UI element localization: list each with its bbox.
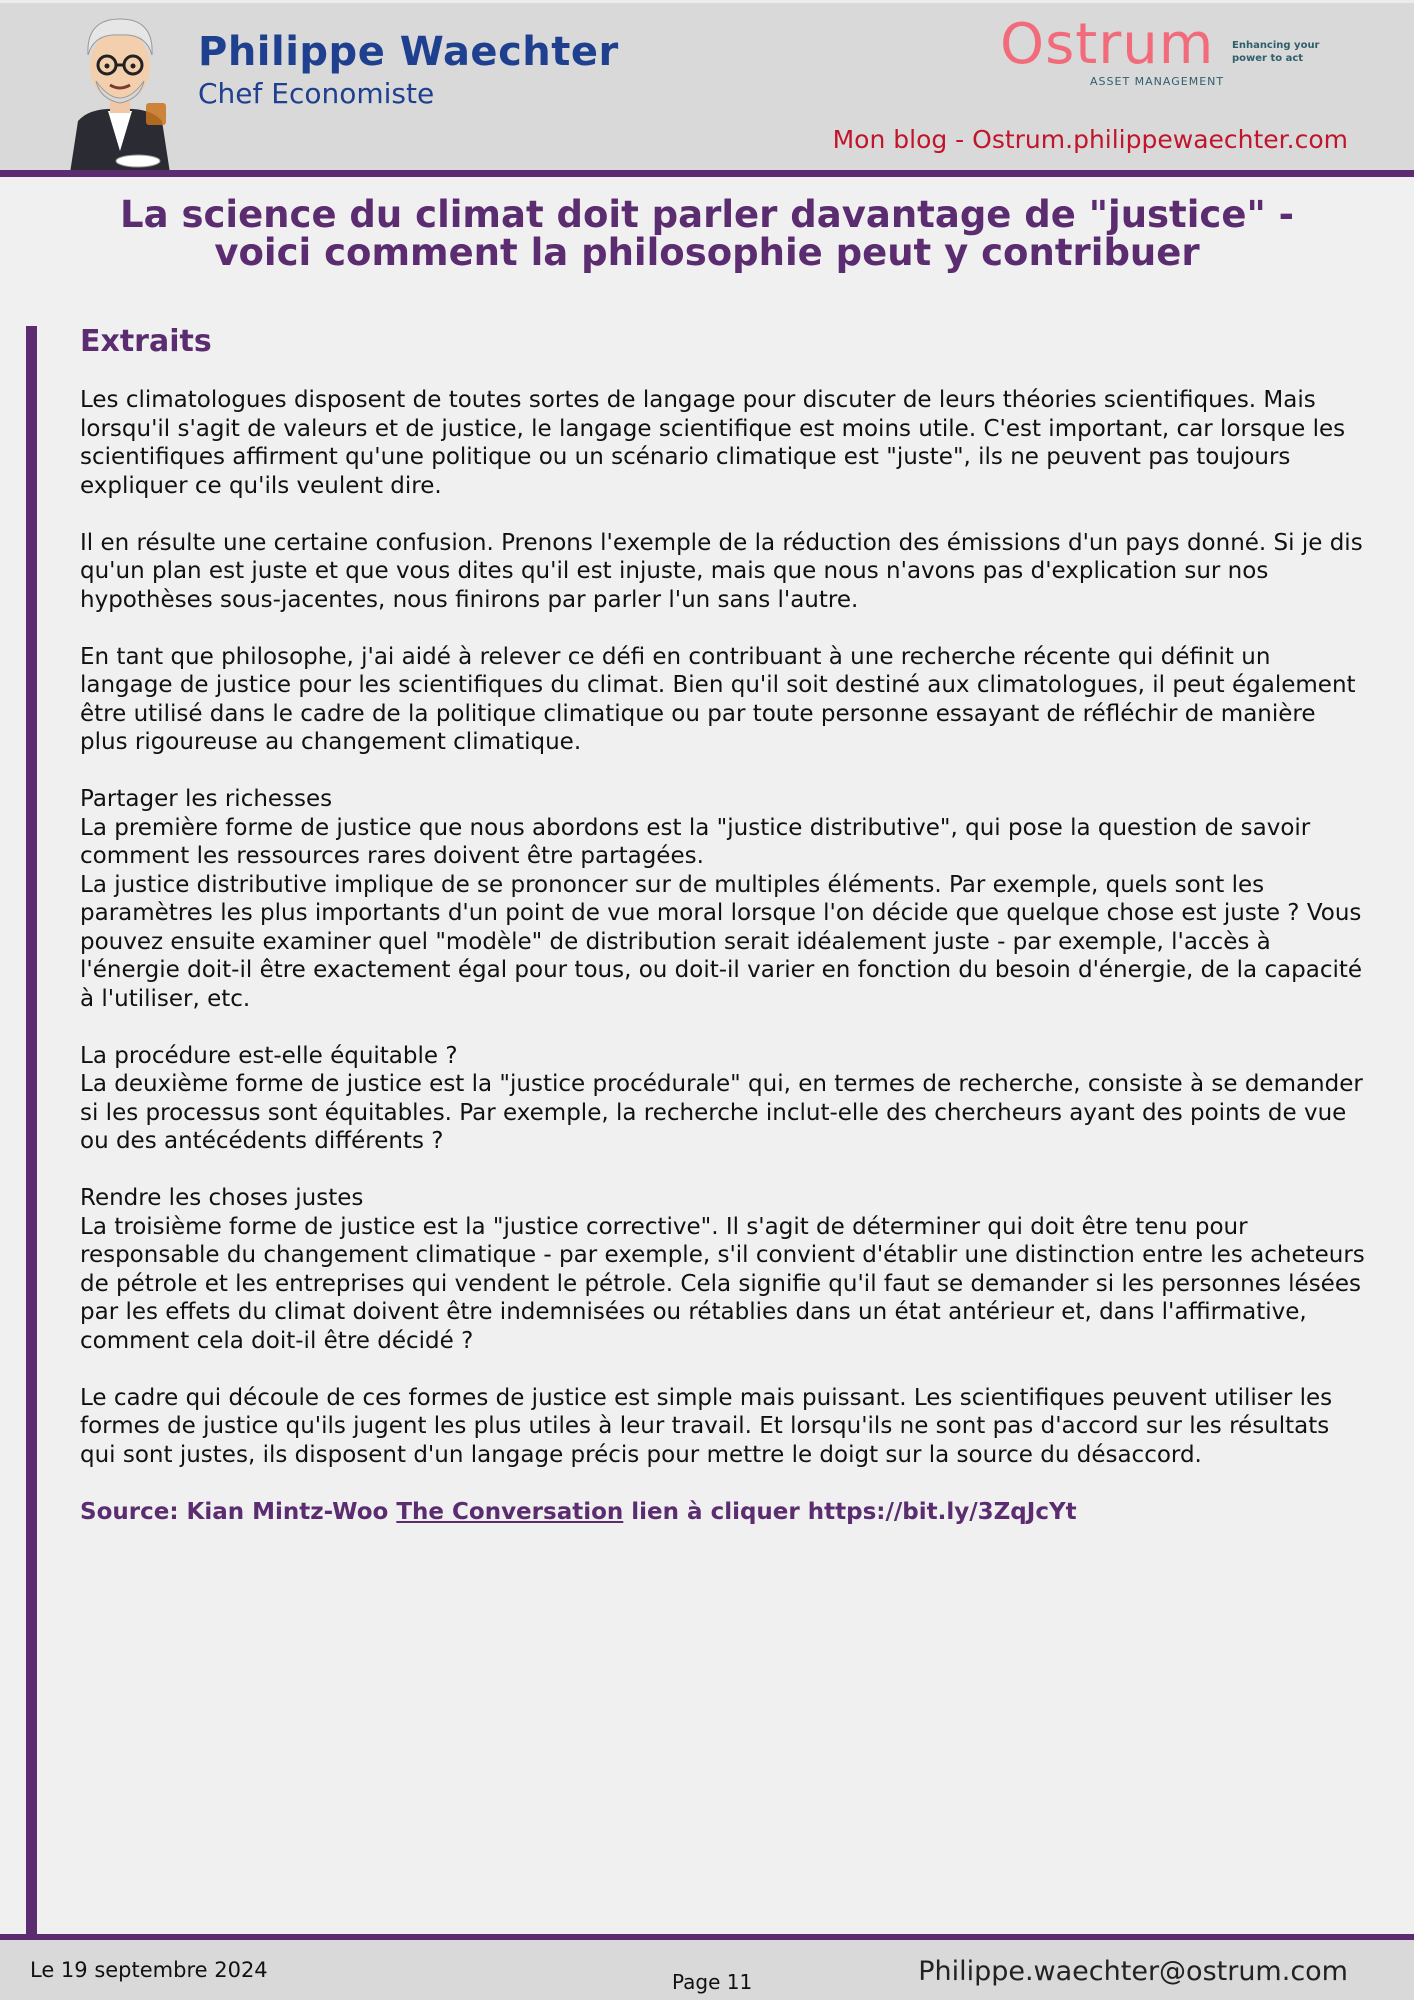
paragraph: Rendre les choses justes La troisième forme de justice est la "justice corrective". Il s'agit de déterminer qui doit être tenu pour responsable du changement climatique - par exemple, s'il convient d'établir une distinction entre les acheteurs de pétrole et les entreprises qui vendent le pétrole. Cela signifie qu'il faut se demander si les personnes lésées par les effets du climat doivent être indemnisées ou rétablies dans un état antérieur et, dans l'affirmative, comment cela doit-il être décidé ? bbox=[80, 1185, 1365, 1354]
page-header bbox=[0, 0, 1414, 172]
logo-wordmark: Ostrum bbox=[1000, 12, 1215, 77]
footer-email[interactable]: Philippe.waechter@ostrum.com bbox=[918, 1956, 1348, 1987]
blog-link[interactable]: Mon blog - Ostrum.philippewaechter.com bbox=[832, 125, 1348, 154]
page-number: Page 11 bbox=[672, 1970, 753, 1994]
paragraph: Partager les richesses La première forme de justice que nous abordons est la "justice distributive", qui pose la question de savoir comment les ressources rares doivent être partagées. La justice distributive implique de se prononcer sur de multiples éléments. Par exemple, quels sont les paramètres les plus importants d'un point de vue moral lorsque l'on décide que quelque chose est juste ? Vous pouvez ensuite examiner quel "modèle" de distribution serait idéalement juste - par exemple, l'accès à l'énergie doit-il être exactement égal pour tous, ou doit-il varier en fonction du besoin d'énergie, de la capacité à l'utiliser, etc. bbox=[80, 786, 1363, 1012]
cartoon-avatar-icon bbox=[60, 11, 180, 173]
paragraph: Le cadre qui découle de ces formes de justice est simple mais puissant. Les scientifiques peuvent utiliser les formes de justice qu'ils jugent les plus utiles à leur travail. Et lorsqu'ils ne sont pas d'accord sur les résultats qui sont justes, ils disposent d'un langage précis pour mettre le doigt sur la source du désaccord. bbox=[80, 1384, 1333, 1468]
paragraph: Il en résulte une certaine confusion. Prenons l'exemple de la réduction des émissions d'un pays donné. Si je dis qu'un plan est juste et que vous dites qu'il est injuste, mais que nous n'avons pas d'explication sur nos hypothèses sous-jacentes, nous finirons par parler l'un sans l'autre. bbox=[80, 529, 1363, 613]
article-title: La science du climat doit parler davantage de "justice" - voici comment la philosophie peut y contribuer bbox=[120, 193, 1294, 274]
logo-tagline: Enhancing your power to act bbox=[1232, 40, 1320, 64]
header-divider bbox=[0, 170, 1414, 177]
source-suffix: lien à cliquer https://bit.ly/3ZqJcYt bbox=[623, 1498, 1077, 1525]
section-heading: Extraits bbox=[80, 324, 212, 359]
author-role: Chef Economiste bbox=[198, 77, 435, 110]
page-footer bbox=[0, 1934, 1414, 2000]
footer-date: Le 19 septembre 2024 bbox=[30, 1958, 268, 1982]
source-link[interactable]: The Conversation bbox=[396, 1498, 624, 1525]
paragraph: En tant que philosophe, j'ai aidé à relever ce défi en contribuant à une recherche récente qui définit un langage de justice pour les scientifiques du climat. Bien qu'il soit destiné aux climatologues, il peut également être utilisé dans le cadre de la politique climatique ou par toute personne essayant de réfléchir de manière plus rigoureuse au changement climatique. bbox=[80, 643, 1356, 755]
source-line bbox=[80, 1498, 1370, 1527]
ostrum-logo bbox=[1000, 12, 1330, 89]
logo-subtitle: ASSET MANAGEMENT bbox=[1090, 75, 1225, 88]
author-name: Philippe Waechter bbox=[198, 29, 619, 75]
article-body bbox=[80, 322, 1370, 1526]
paragraph: La procédure est-elle équitable ? La deuxième forme de justice est la "justice procédurale" qui, en termes de recherche, consiste à se demander si les processus sont équitables. Par exemple, la recherche inclut-elle des chercheurs ayant des points de vue ou des antécédents différents ? bbox=[80, 1042, 1363, 1154]
accent-bar bbox=[26, 326, 37, 1937]
source-prefix: Source: Kian Mintz-Woo bbox=[80, 1498, 397, 1525]
paragraph: Les climatologues disposent de toutes sortes de langage pour discuter de leurs théories scientifiques. Mais lorsqu'il s'agit de valeurs et de justice, le langage scientifique est moins utile. C'est important, car lorsque les scientifiques affirment qu'une politique ou un scénario climatique est "juste", ils ne peuvent pas toujours expliquer ce qu'ils veulent dire. bbox=[80, 387, 1346, 499]
